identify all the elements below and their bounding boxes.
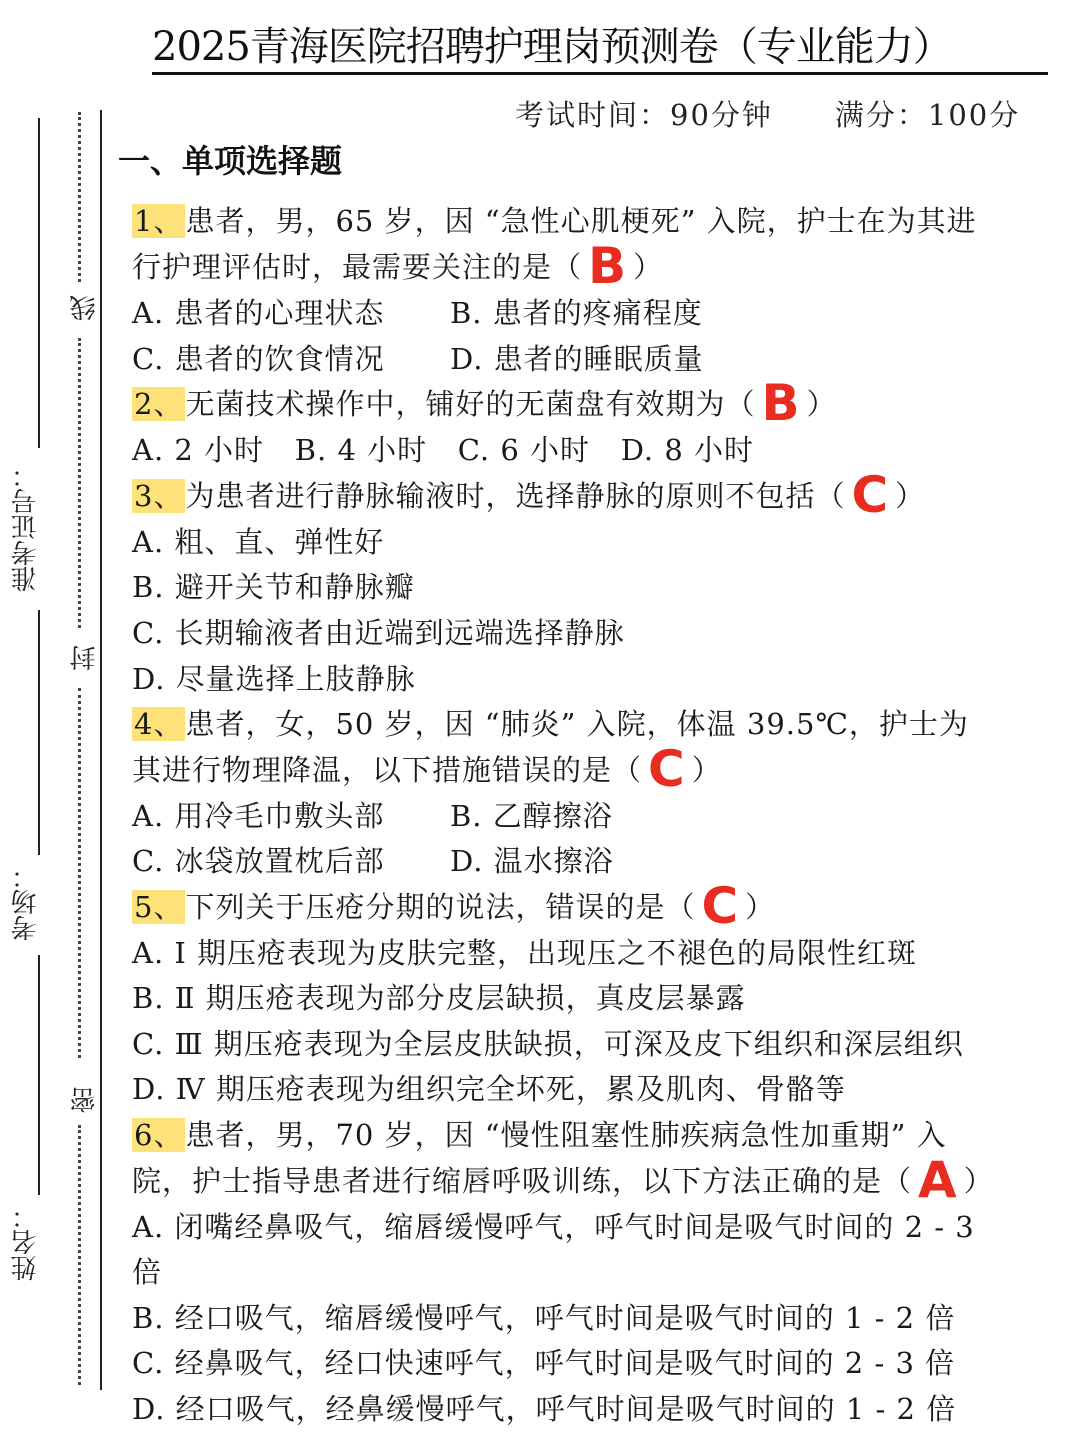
question-3-option-d: D. 尽量选择上肢静脉	[132, 662, 416, 696]
question-1-options-row-2	[132, 336, 1062, 382]
question-1-line-1: 1、患者，男，65 岁，因 “急性心肌梗死” 入院，护士在为其进	[134, 204, 977, 238]
name-label: 姓名：	[11, 1203, 41, 1282]
question-3-option-c: C. 长期输液者由近端到远端选择静脉	[132, 616, 625, 650]
question-number: 1、	[134, 204, 184, 238]
seal-label-seal: 封	[70, 645, 100, 671]
question-number: 5、	[134, 890, 184, 924]
margin-rule	[100, 110, 102, 1390]
seal-dots-3	[78, 688, 81, 1058]
question-6-option-a-cont: 倍	[132, 1255, 163, 1289]
exam-time: 考试时间：90分钟	[515, 98, 773, 132]
question-5-option-a: A. Ⅰ 期压疮表现为皮肤完整，出现压之不褪色的局限性红斑	[132, 936, 918, 970]
handwritten-answer: C	[648, 740, 686, 798]
question-5-line-1: 5、下列关于压疮分期的说法，错误的是（ C ）	[134, 877, 776, 935]
question-6-option-d: D. 经口吸气，经鼻缓慢呼气，呼气时间是吸气时间的 1 - 2 倍	[132, 1392, 957, 1426]
question-2-line-1: 2、无菌技术操作中，铺好的无菌盘有效期为（ B ）	[134, 374, 837, 432]
option: A. 用冷毛巾敷头部	[132, 799, 385, 833]
question-3-option-a: A. 粗、直、弹性好	[132, 525, 385, 559]
exam-id-rule	[38, 118, 40, 448]
exam-meta	[515, 95, 1070, 135]
exam-room-label: 考场：	[11, 863, 41, 942]
exam-id-label: 准考证号：	[11, 462, 41, 593]
option: D. 患者的睡眠质量	[450, 342, 704, 376]
question-5-option-c: C. Ⅲ 期压疮表现为全层皮肤缺损，可深及皮下组织和深层组织	[132, 1027, 964, 1061]
question-5-option-d: D. Ⅳ 期压疮表现为组织完全坏死，累及肌肉、骨骼等	[132, 1072, 846, 1106]
question-2-options: A. 2 小时 B. 4 小时 C. 6 小时 D. 8 小时	[132, 433, 755, 467]
question-6-option-a: A. 闭嘴经鼻吸气，缩唇缓慢呼气，呼气时间是吸气时间的 2 - 3	[132, 1210, 975, 1244]
question-1-line-2: 行护理评估时，最需要关注的是（ B ）	[132, 237, 664, 295]
seal-dots-2	[78, 338, 81, 628]
question-number: 3、	[134, 479, 184, 513]
question-6-line-1: 6、患者，男，70 岁，因 “慢性阻塞性肺疾病急性加重期” 入	[134, 1118, 947, 1152]
question-number: 4、	[134, 707, 184, 741]
seal-dots-4	[78, 1125, 81, 1385]
question-number: 2、	[134, 387, 184, 421]
question-6-option-c: C. 经鼻吸气，经口快速呼气，呼气时间是吸气时间的 2 - 3 倍	[132, 1346, 956, 1380]
handwritten-answer: A	[918, 1151, 958, 1209]
option: C. 冰袋放置枕后部	[132, 844, 385, 878]
section-title: 一、单项选择题	[118, 142, 343, 180]
question-number: 6、	[134, 1118, 184, 1152]
question-4-line-2: 其进行物理降温，以下措施错误的是（ C ）	[132, 740, 722, 798]
option: A. 患者的心理状态	[132, 296, 385, 330]
option: D. 温水擦浴	[450, 844, 614, 878]
question-3-option-b: B. 避开关节和静脉瓣	[132, 570, 415, 604]
option: B. 患者的疼痛程度	[450, 296, 703, 330]
handwritten-answer: C	[701, 877, 740, 935]
handwritten-answer: C	[851, 466, 890, 524]
handwritten-answer: B	[588, 237, 628, 295]
question-6-line-2: 院，护士指导患者进行缩唇呼吸训练，以下方法正确的是（ A ）	[132, 1151, 994, 1209]
name-rule	[38, 955, 40, 1195]
question-6-option-b: B. 经口吸气，缩唇缓慢呼气，呼气时间是吸气时间的 1 - 2 倍	[132, 1301, 956, 1335]
handwritten-answer: B	[761, 374, 801, 432]
seal-dots-1	[78, 112, 81, 282]
option: C. 患者的饮食情况	[132, 342, 385, 376]
question-3-line-1: 3、为患者进行静脉输液时，选择静脉的原则不包括（ C ）	[134, 466, 926, 524]
question-4-options-row-1	[132, 793, 1062, 839]
page-title: 2025青海医院招聘护理岗预测卷（专业能力）	[152, 22, 1048, 75]
full-score: 满分：100分	[834, 98, 1021, 132]
seal-label-line: 线	[70, 295, 100, 321]
seal-label-secret: 密	[70, 1087, 100, 1113]
question-4-line-1: 4、患者，女，50 岁，因 “肺炎” 入院，体温 39.5℃，护士为	[134, 707, 969, 741]
question-4-options-row-2	[132, 838, 1062, 884]
question-5-option-b: B. Ⅱ 期压疮表现为部分皮层缺损，真皮层暴露	[132, 981, 746, 1015]
exam-room-rule	[38, 610, 40, 855]
option: B. 乙醇擦浴	[450, 799, 613, 833]
question-1-options-row-1	[132, 290, 1062, 336]
